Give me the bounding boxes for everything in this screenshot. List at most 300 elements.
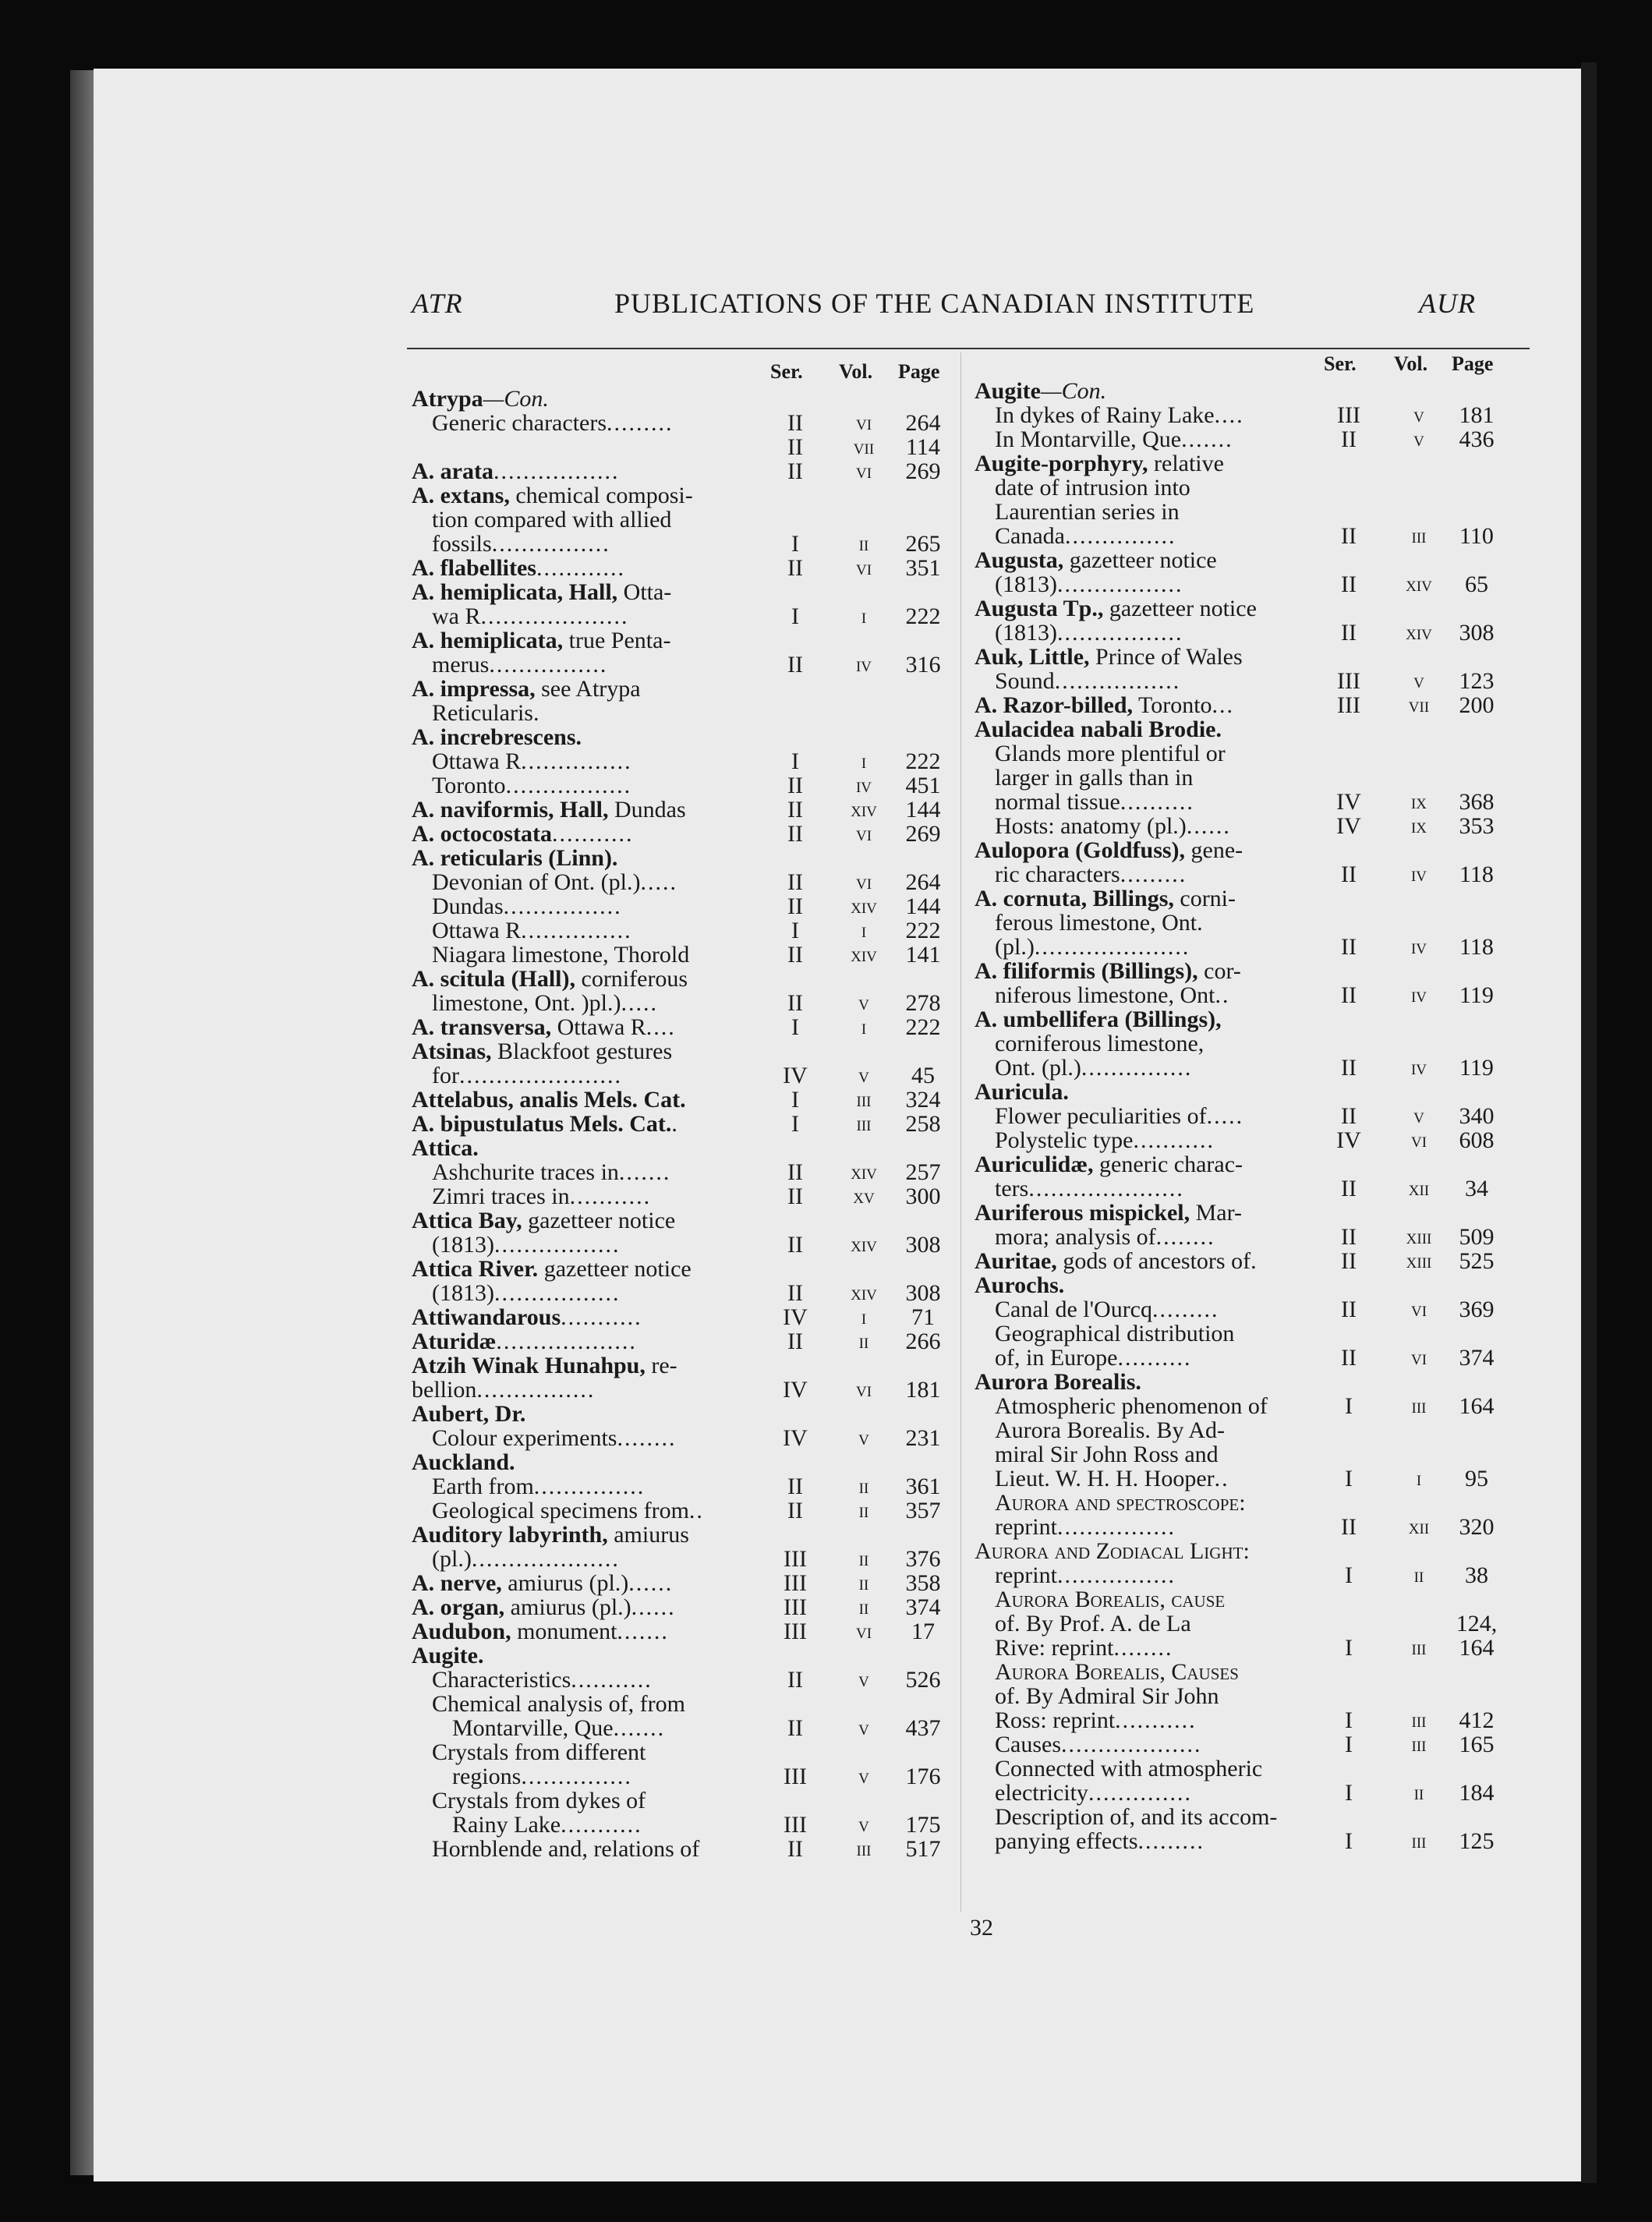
series-number: IV: [783, 1304, 808, 1330]
leader-dots: ...............: [521, 1764, 632, 1789]
index-entry: [975, 1104, 1536, 1128]
volume-number: iii: [1411, 1829, 1427, 1852]
volume-number: i: [861, 749, 867, 773]
page-ref: 316: [905, 652, 941, 678]
entry-text: panying effects: [995, 1828, 1138, 1854]
index-entry: [412, 894, 957, 918]
page-ref: 222: [905, 1014, 941, 1040]
entry-heading: Atzih Winak Hunahpu,: [412, 1353, 646, 1378]
index-entry: [412, 1644, 957, 1668]
index-entry: [412, 1571, 957, 1595]
leader-dots: ........: [1113, 1635, 1173, 1661]
volume-number: i: [861, 1015, 867, 1038]
entry-text: Aurora Borealis, cause: [995, 1587, 1226, 1612]
index-entry: [975, 1418, 1536, 1491]
entry-heading: Auditory labyrinth,: [412, 1522, 608, 1548]
column-header-vol: Vol.: [1394, 352, 1428, 375]
leader-dots: .....: [1206, 1103, 1244, 1129]
entry-heading: Augite.: [412, 1643, 484, 1668]
volume-number: ii: [858, 1571, 869, 1594]
page-ref: 353: [1459, 813, 1495, 839]
entry-text: Geological specimens from: [432, 1498, 689, 1523]
page-ref: 110: [1459, 523, 1494, 549]
entry-text: Reticularis.: [432, 700, 539, 726]
page-ref: 165: [1459, 1732, 1495, 1757]
page-ref: 525: [1459, 1248, 1495, 1274]
leader-dots: ....................: [480, 603, 629, 629]
leader-dots: .....................: [1028, 1176, 1184, 1201]
entry-heading: Attica Bay,: [412, 1208, 522, 1233]
series-number: II: [787, 1498, 803, 1523]
entry-text: Characteristics: [432, 1667, 571, 1693]
leader-dots: ............: [536, 555, 625, 581]
volume-number: iv: [1410, 935, 1427, 958]
volume-number: iv: [855, 653, 872, 676]
entry-text: amiurus (pl.): [504, 1594, 631, 1620]
entry-text: cor-: [1197, 958, 1241, 984]
volume-number: v: [858, 1426, 869, 1449]
entry-line: [975, 645, 1536, 669]
entry-text: corniferous limestone,: [995, 1031, 1205, 1056]
leader-dots: ......: [1186, 813, 1231, 839]
entry-text: Hosts: anatomy (pl.): [995, 813, 1187, 839]
volume-number: vi: [855, 1378, 872, 1401]
page-ref: 258: [905, 1111, 941, 1137]
volume-number: v: [858, 1668, 869, 1691]
series-number: III: [784, 1546, 807, 1572]
leader-dots: ...............: [1081, 1055, 1193, 1081]
volume-number: v: [858, 1813, 869, 1836]
page-ref: 231: [905, 1425, 941, 1451]
page-ref: 361: [905, 1474, 941, 1499]
entry-text: Dundas: [432, 893, 504, 919]
entry-text: of, in Europe: [995, 1345, 1118, 1371]
index-entry: [975, 1128, 1536, 1152]
entry-text: reprint: [995, 1562, 1057, 1588]
volume-number: i: [861, 918, 867, 942]
series-number: II: [1341, 523, 1357, 549]
entry-heading: A. organ,: [412, 1594, 505, 1620]
index-entry: [975, 886, 1536, 959]
entry-line: [412, 1208, 957, 1233]
index-entry: [412, 846, 957, 870]
entry-line: [975, 1031, 1536, 1056]
page-ref: 374: [1459, 1345, 1495, 1371]
page-ref: 45: [911, 1063, 935, 1088]
page-ref: 144: [905, 797, 941, 823]
index-entry: [412, 677, 957, 725]
entry-line: [975, 717, 1536, 741]
entry-text: of. By Prof. A. de La: [995, 1611, 1191, 1636]
index-entry: [975, 693, 1536, 717]
entry-line: [412, 1523, 957, 1547]
index-entry: [412, 1329, 957, 1353]
entry-text: Toronto: [432, 773, 506, 798]
index-entry: [412, 1160, 957, 1184]
entry-text: re-: [645, 1353, 677, 1378]
series-number: II: [787, 1836, 803, 1862]
index-entry: [412, 1789, 957, 1837]
leader-dots: ...........: [1133, 1127, 1215, 1153]
entry-heading: Aurochs.: [975, 1272, 1065, 1298]
leader-dots: ..........: [1117, 1345, 1192, 1371]
series-number: II: [787, 773, 803, 798]
volume-number: vi: [855, 459, 872, 483]
leader-dots: ................: [489, 652, 608, 678]
volume-number: iii: [1411, 1732, 1427, 1756]
entry-line: [975, 1660, 1536, 1684]
entry-line: [412, 725, 957, 749]
index-entry: [412, 943, 957, 967]
leader-dots: ..............: [1088, 1780, 1192, 1806]
entry-text: true Penta-: [563, 628, 671, 653]
series-number: II: [1341, 1248, 1357, 1274]
volume-number: xiv: [1406, 621, 1432, 644]
entry-heading: A. nerve,: [412, 1570, 502, 1596]
entry-text: niferous limestone, Ont: [995, 982, 1215, 1008]
entry-line: [975, 741, 1536, 766]
page-ref: 437: [905, 1715, 941, 1741]
index-entry: [412, 1740, 957, 1789]
entry-line: [975, 1201, 1536, 1225]
entry-text: (1813): [995, 571, 1057, 597]
leader-dots: ...................: [496, 1329, 637, 1354]
entry-heading: Auritae,: [975, 1248, 1057, 1274]
entry-text: Canada: [995, 523, 1065, 549]
entry-line: [975, 911, 1536, 935]
entry-heading: Auriferous mispickel,: [975, 1200, 1190, 1226]
entry-line: [975, 1587, 1536, 1612]
entry-text: Laurentian series in: [995, 499, 1180, 525]
leader-dots: .................: [505, 773, 632, 798]
entry-text: corniferous: [575, 966, 688, 992]
entry-heading: Augite-porphyry,: [975, 451, 1148, 476]
entry-text: corni-: [1173, 886, 1236, 911]
index-entry: [412, 1450, 957, 1474]
page-ref: 340: [1459, 1103, 1495, 1129]
entry-heading: A. scitula (Hall),: [412, 966, 575, 992]
volume-number: vi: [1410, 1346, 1427, 1369]
volume-number: vi: [855, 556, 872, 579]
entry-line: [975, 1418, 1536, 1442]
entry-text: Aurora Borealis, Causes: [995, 1659, 1239, 1685]
entry-text: limestone, Ont. )pl.): [432, 990, 621, 1016]
entry-text: (pl.): [995, 934, 1035, 960]
leader-dots: .................: [493, 458, 620, 484]
index-entry: [412, 1353, 957, 1402]
series-number: IV: [783, 1063, 808, 1088]
volume-number: iii: [856, 1088, 872, 1111]
volume-number: iv: [1410, 862, 1427, 886]
series-number: IV: [1336, 1127, 1361, 1153]
series-number: III: [1337, 402, 1360, 428]
volume-number: vi: [1410, 1128, 1427, 1152]
leader-dots: .....: [640, 869, 677, 895]
entry-text: Lieut. W. H. H. Hooper: [995, 1466, 1215, 1491]
leader-dots: .................: [1054, 668, 1181, 694]
entry-text: miral Sir John Ross and: [995, 1442, 1219, 1467]
entry-heading: Auk, Little,: [975, 644, 1090, 670]
entry-text: Aurora and spectroscope:: [995, 1490, 1246, 1516]
entry-text: Ottawa R: [551, 1014, 646, 1040]
page-ref: 608: [1459, 1127, 1495, 1153]
leader-dots: ...............: [521, 748, 632, 774]
entry-heading: A. arata: [412, 458, 493, 484]
index-entry: [975, 1370, 1536, 1394]
leader-dots: ......: [628, 1570, 674, 1596]
entry-heading: Audubon,: [412, 1619, 511, 1644]
series-number: II: [787, 869, 803, 895]
page-ref: 412: [1459, 1707, 1495, 1733]
leader-dots: .: [1250, 1248, 1258, 1274]
leader-dots: ...........: [1115, 1707, 1197, 1733]
volume-number: xiv: [851, 943, 877, 966]
series-number: II: [787, 652, 803, 678]
volume-number: ii: [858, 1595, 869, 1619]
entry-heading: A. reticularis (Linn).: [412, 845, 618, 871]
series-number: III: [1337, 668, 1360, 694]
series-number: II: [1341, 1297, 1357, 1322]
index-entry: [975, 1660, 1536, 1732]
entry-line: [412, 1402, 957, 1426]
entry-heading: Augite: [975, 378, 1041, 404]
entry-continued: —Con.: [1041, 378, 1107, 404]
page-ref: 369: [1459, 1297, 1495, 1322]
page-ref: 526: [905, 1667, 941, 1693]
series-number: II: [1341, 1514, 1357, 1540]
index-entry: [975, 1322, 1536, 1370]
entry-text: Crystals from different: [432, 1739, 646, 1765]
series-number: II: [787, 1184, 803, 1209]
series-number: III: [784, 1619, 807, 1644]
entry-text: Canal de l'Ourcq: [995, 1297, 1153, 1322]
index-entry: [412, 1184, 957, 1208]
volume-number: ix: [1410, 814, 1427, 837]
series-number: II: [1341, 620, 1357, 646]
series-number: II: [787, 458, 803, 484]
index-entry: [975, 1491, 1536, 1539]
leader-dots: ....: [1214, 402, 1244, 428]
leader-dots: .........: [1137, 1828, 1205, 1854]
volume-number: xiv: [851, 1233, 877, 1256]
entry-line: [412, 1353, 957, 1378]
page-ref: 351: [905, 555, 941, 581]
index-entry: [975, 596, 1536, 645]
entry-heading: A. flabellites: [412, 555, 536, 581]
entry-text: Polystelic type: [995, 1127, 1134, 1153]
volume-number: iii: [856, 1837, 872, 1860]
page-ref: 368: [1459, 789, 1495, 815]
index-entry: [412, 1015, 957, 1039]
index-entry: [975, 838, 1536, 886]
page-ref: 123: [1459, 668, 1495, 694]
entry-text: Montarville, Que: [452, 1715, 614, 1741]
volume-number: xii: [1408, 1515, 1430, 1538]
entry-line: [412, 677, 957, 701]
series-number: I: [791, 531, 799, 557]
page-ref: 181: [905, 1377, 941, 1403]
index-entry: [412, 1523, 957, 1571]
entry-heading: Atsinas,: [412, 1038, 492, 1064]
entry-line: [975, 886, 1536, 911]
index-entry: [412, 580, 957, 628]
series-number: IV: [1336, 813, 1361, 839]
entry-line: [412, 1740, 957, 1764]
entry-text: Niagara limestone, Thorold: [432, 942, 690, 968]
gutter-shadow: [1581, 62, 1597, 2183]
entry-heading: Attiwandarous: [412, 1304, 561, 1330]
page-ref: 308: [905, 1280, 941, 1306]
entry-line: [412, 1644, 957, 1668]
series-number: II: [787, 1715, 803, 1741]
volume-number: i: [861, 604, 867, 628]
series-number: II: [1341, 571, 1357, 597]
entry-text: Dundas: [608, 797, 686, 823]
entry-text: see Atrypa: [535, 676, 641, 702]
entry-text: Prince of Wales: [1089, 644, 1243, 670]
page-ref: 38: [1465, 1562, 1488, 1588]
page-ref: 184: [1459, 1780, 1495, 1806]
entry-text: Rive: reprint: [995, 1635, 1114, 1661]
entry-text: wa R: [432, 603, 481, 629]
entry-text: (1813): [432, 1232, 494, 1258]
entry-line: [412, 701, 957, 725]
entry-line: [412, 580, 957, 604]
index-entry: [412, 1402, 957, 1426]
leader-dots: ........: [617, 1425, 677, 1451]
page-ref: 114: [906, 434, 940, 460]
index-entry: [412, 628, 957, 677]
page-ref: 200: [1459, 692, 1495, 718]
leader-dots: ..: [1215, 982, 1230, 1008]
page-ref: 358: [905, 1570, 941, 1596]
entry-text: Ont. (pl.): [995, 1055, 1081, 1081]
leader-dots: .........: [1152, 1297, 1219, 1322]
leader-dots: .........: [1120, 862, 1187, 887]
entry-line: [412, 508, 957, 532]
page-ref: 65: [1465, 571, 1488, 597]
entry-line: [975, 1080, 1536, 1104]
entry-heading: A. octocostata: [412, 821, 552, 847]
header-right: AUR: [1419, 288, 1476, 319]
page-ref: 436: [1459, 426, 1495, 452]
leader-dots: ....................: [471, 1546, 620, 1572]
page-ref: 320: [1459, 1514, 1495, 1540]
page-ref: 118: [1459, 934, 1494, 960]
index-entry: [412, 1692, 957, 1740]
entry-text: gazetteer notice: [1063, 547, 1217, 573]
entry-line: [975, 548, 1536, 572]
series-number: III: [784, 1594, 807, 1620]
page-ref: 376: [905, 1546, 941, 1572]
entry-line: [975, 596, 1536, 621]
series-number: II: [787, 1159, 803, 1185]
index-entry: [975, 1080, 1536, 1104]
page-ref: 324: [905, 1087, 941, 1113]
entry-heading: Auricula.: [975, 1079, 1069, 1105]
entry-text: ferous limestone, Ont.: [995, 910, 1203, 936]
page-ref: 71: [911, 1304, 935, 1330]
volume-number: ii: [858, 532, 869, 555]
leader-dots: .......: [618, 1159, 671, 1185]
leader-dots: .......: [1181, 426, 1233, 452]
leader-dots: ......: [631, 1594, 676, 1620]
entry-text: Toronto: [1133, 692, 1212, 718]
volume-number: xv: [853, 1184, 875, 1208]
entry-heading: A. naviformis, Hall,: [412, 797, 609, 823]
index-entry: [412, 1136, 957, 1160]
entry-heading: Auckland.: [412, 1449, 515, 1475]
entry-text: bellion: [412, 1377, 477, 1403]
entry-text: Blackfoot gestures: [491, 1038, 673, 1064]
page-ref: 175: [905, 1812, 941, 1838]
leader-dots: ...........: [561, 1304, 642, 1330]
right-column: [975, 343, 1536, 1853]
volume-number: iii: [1411, 1708, 1427, 1732]
entry-line: [975, 500, 1536, 524]
entry-text: (pl.): [432, 1546, 472, 1572]
volume-number: ii: [1413, 1781, 1424, 1804]
leader-dots: ................: [1056, 1562, 1176, 1588]
leader-dots: ..........: [1120, 789, 1194, 815]
index-entry: [412, 483, 957, 556]
entry-text: fossils: [432, 531, 492, 557]
entry-text: Aurora and Zodiacal Light:: [975, 1538, 1250, 1564]
column-header-ser: Ser.: [1324, 352, 1357, 375]
entry-text: Ashchurite traces in: [432, 1159, 619, 1185]
page-ref: 308: [905, 1232, 941, 1258]
series-number: II: [1341, 1224, 1357, 1250]
volume-number: ii: [1413, 1563, 1424, 1587]
index-entry: [412, 1668, 957, 1692]
entry-line: [412, 1136, 957, 1160]
series-number: I: [791, 918, 799, 943]
leader-dots: ...........: [569, 1184, 652, 1209]
column-header: [412, 351, 957, 387]
series-number: I: [791, 748, 799, 774]
entry-text: Description of, and its accom-: [995, 1804, 1278, 1830]
volume-number: v: [1413, 427, 1424, 451]
series-number: II: [1341, 426, 1357, 452]
entry-text: Flower peculiarities of: [995, 1103, 1207, 1129]
index-entry: [975, 427, 1536, 451]
page-ref: 95: [1465, 1466, 1488, 1491]
volume-number: vi: [855, 870, 872, 893]
entry-heading: Aturidæ: [412, 1329, 497, 1354]
entry-text: Mar-: [1190, 1200, 1242, 1226]
entry-text: Geographical distribution: [995, 1321, 1235, 1346]
entry-text: (1813): [432, 1280, 494, 1306]
entry-line: [412, 1450, 957, 1474]
entry-text: Ross: reprint: [995, 1707, 1116, 1733]
page-ref: 266: [905, 1329, 941, 1354]
series-number: I: [1345, 1466, 1353, 1491]
index-entry: [412, 967, 957, 1015]
page-ref: 278: [905, 990, 941, 1016]
volume-number: xiv: [851, 1281, 877, 1304]
volume-number: iv: [855, 773, 872, 797]
entry-text: ters: [995, 1176, 1029, 1201]
index-entry: [975, 403, 1536, 427]
entry-line: [975, 1539, 1536, 1563]
entry-heading: Augusta,: [975, 547, 1064, 573]
series-number: II: [787, 434, 803, 460]
entry-text: Rainy Lake: [452, 1812, 561, 1838]
volume-number: v: [1413, 1104, 1424, 1127]
entry-heading: A. extans,: [412, 483, 510, 508]
volume-number: vii: [853, 435, 875, 458]
index-entry: [975, 1805, 1536, 1853]
